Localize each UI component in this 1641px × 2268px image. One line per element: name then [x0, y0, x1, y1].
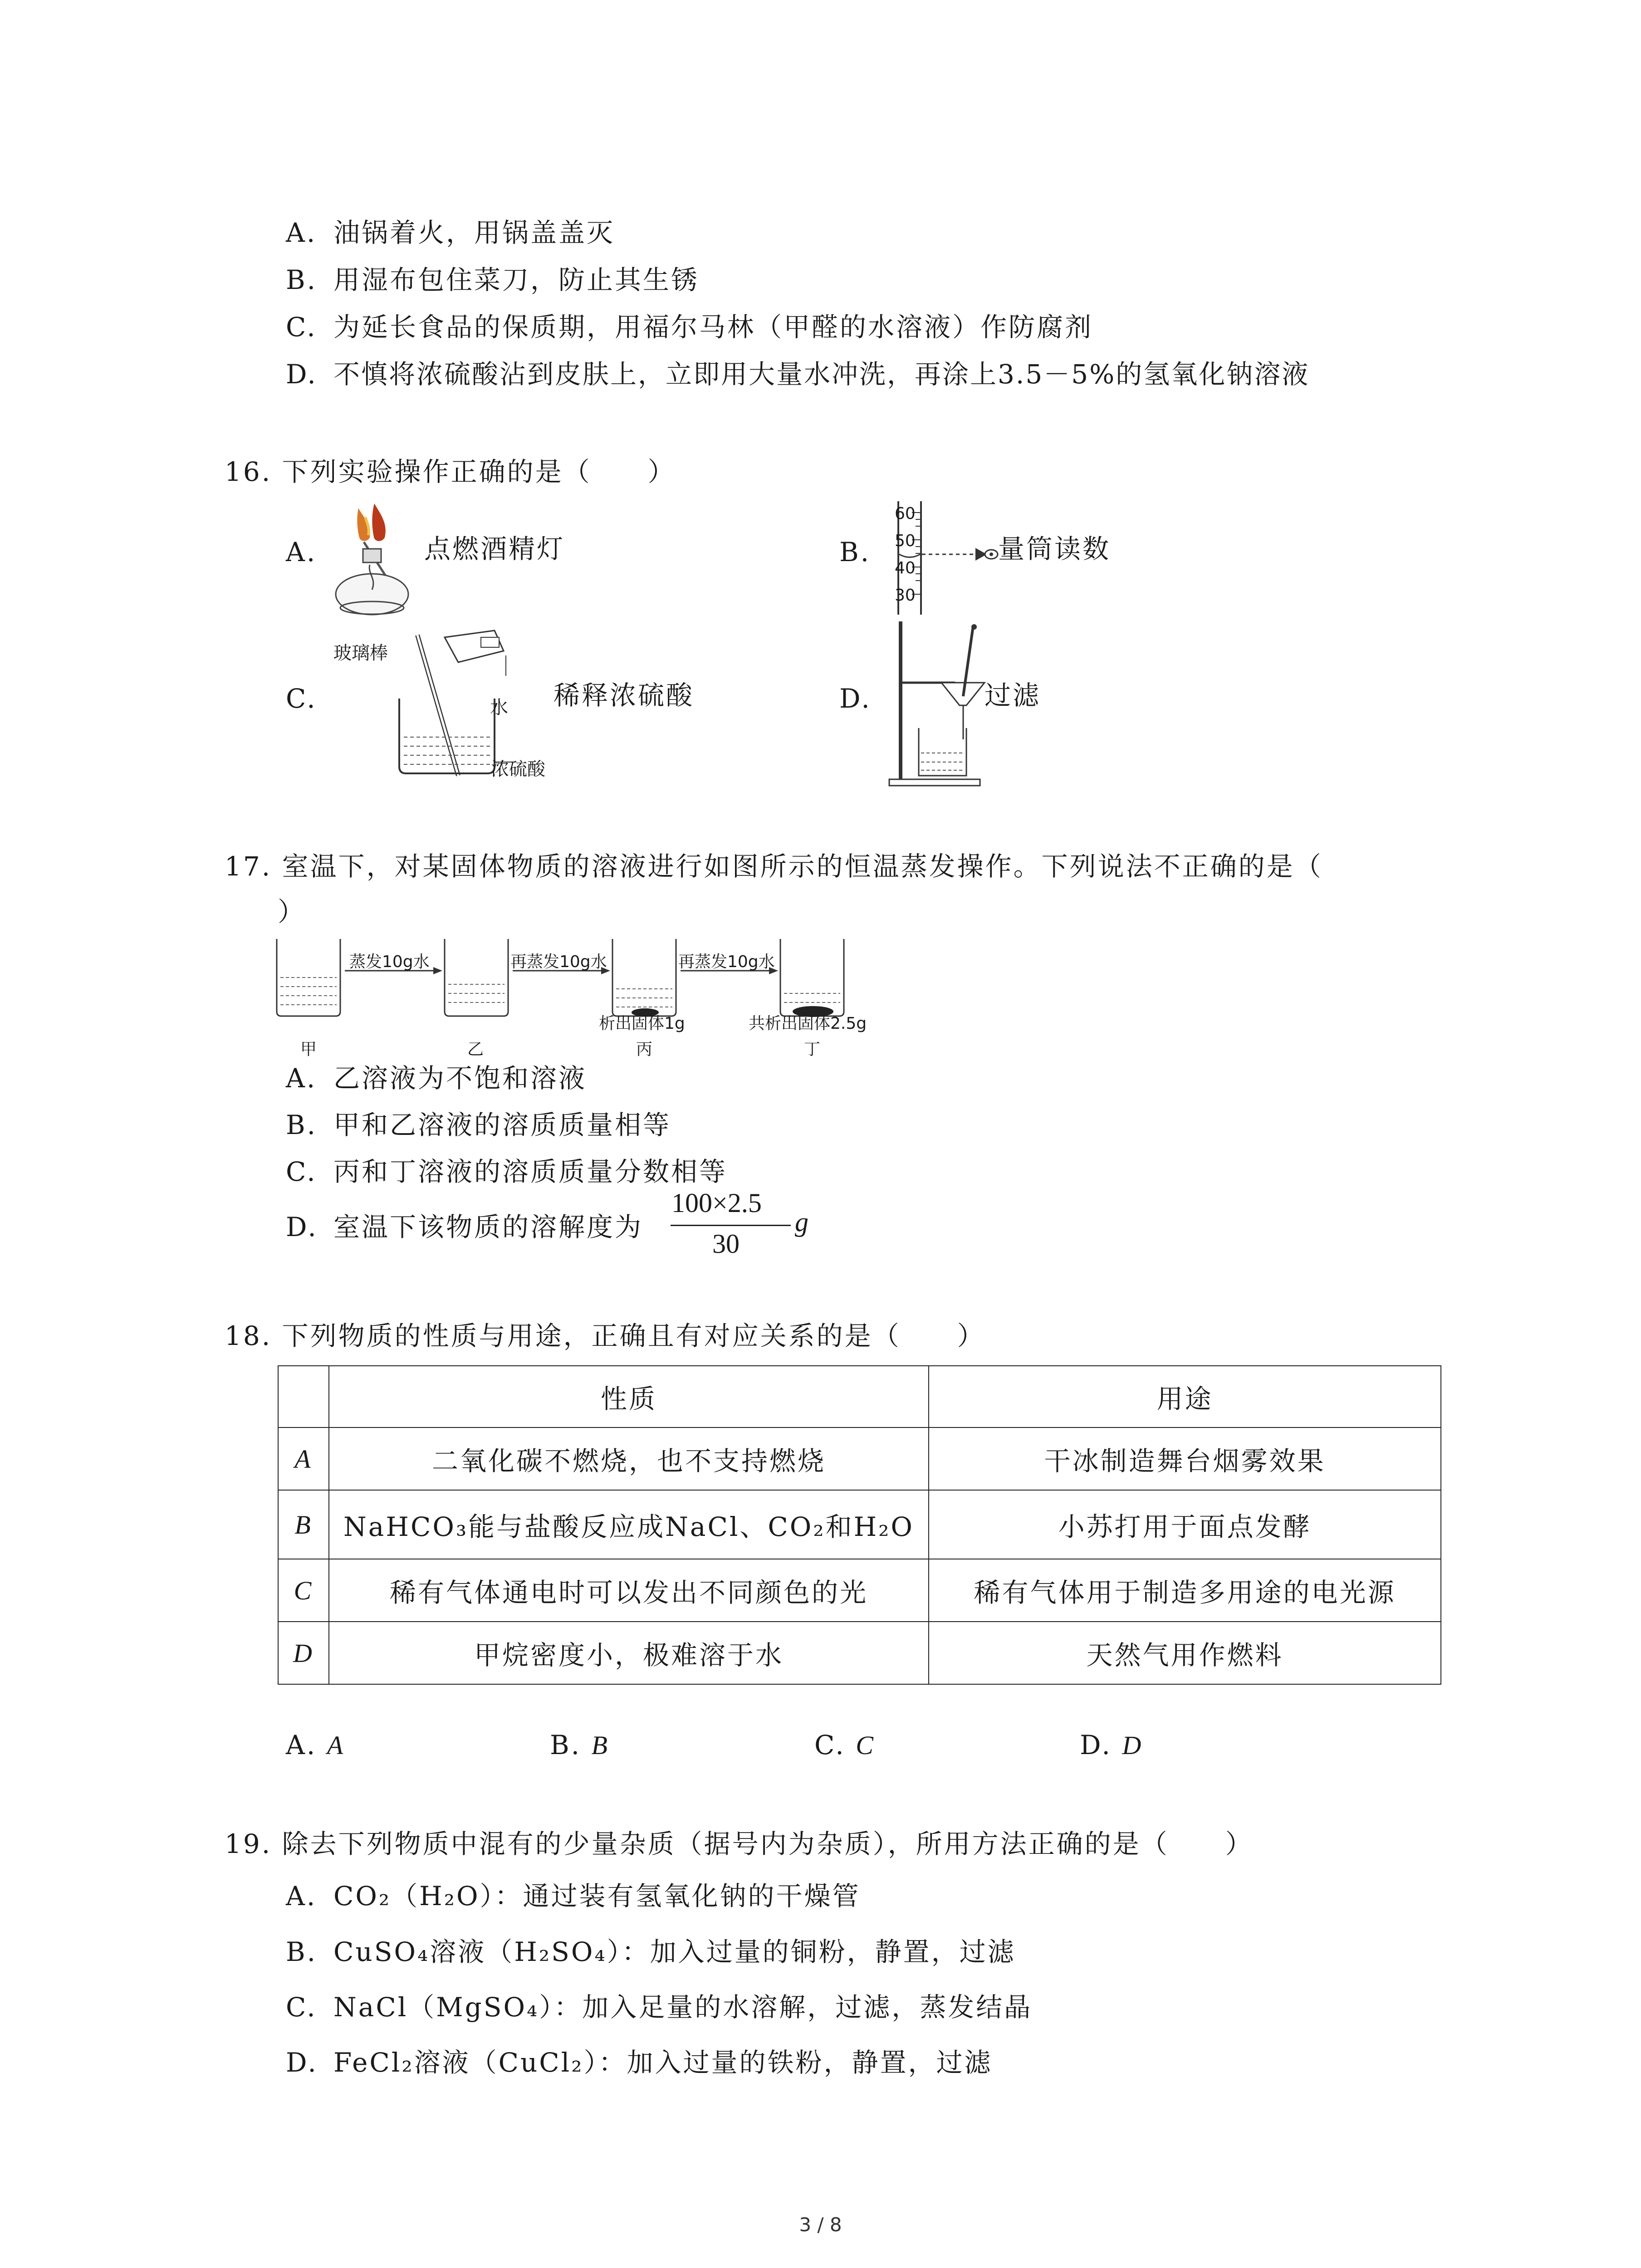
q15-option-b: B. 用湿布包住菜刀，防止其生锈: [286, 264, 700, 295]
q19-option-a: A. CO₂（H₂O）：通过装有氢氧化钠的干燥管: [286, 1881, 861, 1911]
beaker-bing: [612, 939, 676, 1016]
q16-stem: 16. 下列实验操作正确的是（ ）: [225, 456, 676, 487]
q19-option-b: B. CuSO₄溶液（H₂SO₄）：加入过量的铜粉，静置，过滤: [286, 1936, 1016, 1967]
page-number: 3 / 8: [799, 2214, 842, 2236]
q16-option-d-key: D.: [839, 683, 872, 714]
table-row: [278, 1427, 1441, 1490]
q19-option-d: D. FeCl₂溶液（CuCl₂）：加入过量的铁粉，静置，过滤: [286, 2047, 993, 2078]
beaker-ding: [780, 939, 844, 1016]
q17-option-a: A. 乙溶液为不饱和溶液: [286, 1063, 587, 1094]
q17-option-c: C. 丙和丁溶液的溶质质量分数相等: [286, 1156, 728, 1187]
precip-label-bing: 析出固体1g: [599, 1014, 685, 1033]
arrow-label-2: 再蒸发10g水: [510, 953, 607, 971]
row-key: B: [278, 1490, 329, 1559]
label-water: 水: [490, 697, 508, 718]
q18-stem: 18. 下列物质的性质与用途，正确且有对应关系的是（ ）: [225, 1320, 985, 1351]
q17-d-denominator: 30: [712, 1229, 740, 1259]
beaker-yi: [445, 939, 508, 1016]
cylinder-tick-30: 30: [895, 586, 916, 605]
q15-option-a: A. 油锅着火，用锅盖盖灭: [286, 217, 615, 248]
beaker-label-bing: 丙: [636, 1040, 653, 1059]
q18-answer-d: D. D: [1080, 1730, 1142, 1760]
q18-answer-b: B. B: [550, 1730, 608, 1760]
cylinder-tick-40: 40: [895, 559, 916, 577]
q16-option-b-key: B.: [839, 537, 871, 567]
table-row: [278, 1622, 1441, 1684]
q17-stem-line2: ）: [278, 896, 306, 927]
arrow-label-3: 再蒸发10g水: [678, 953, 775, 971]
q16-option-c-label: 稀释浓硫酸: [554, 680, 695, 711]
q18-answer-a: A. A: [286, 1730, 344, 1760]
q18-answer-c: C. C: [814, 1730, 874, 1760]
label-glass-rod: 玻璃棒: [333, 643, 388, 664]
cylinder-tick-50: 50: [895, 532, 916, 550]
q17-d-numerator: 100×2.5: [671, 1188, 762, 1218]
alcohol-lamp-lighting-icon: [331, 499, 431, 621]
q16-option-b-label: 量筒读数: [998, 533, 1111, 564]
row-key: A: [278, 1427, 329, 1490]
row-use: 小苏打用于面点发酵: [929, 1490, 1441, 1559]
filtration-apparatus-icon: [887, 617, 996, 789]
q17-option-b: B. 甲和乙溶液的溶质质量相等: [286, 1110, 671, 1140]
beaker-label-yi: 乙: [467, 1040, 484, 1059]
q16-option-c-key: C.: [286, 683, 317, 714]
row-use: 稀有气体用于制造多用途的电光源: [929, 1559, 1441, 1622]
q15-option-c: C. 为延长食品的保质期，用福尔马林（甲醛的水溶液）作防腐剂: [286, 312, 1093, 342]
table-row: [278, 1490, 1441, 1559]
q17-option-d: D. 室温下该物质的溶解度为: [286, 1212, 643, 1242]
q19-stem: 19. 除去下列物质中混有的少量杂质（据号内为杂质），所用方法正确的是（ ）: [225, 1828, 1254, 1859]
q17-d-unit: g: [795, 1207, 809, 1237]
cylinder-tick-60: 60: [895, 504, 916, 523]
arrow-label-1: 蒸发10g水: [349, 953, 430, 971]
q17-stem-line1: 17. 室温下，对某固体物质的溶液进行如图所示的恒温蒸发操作。下列说法不正确的是（: [225, 851, 1323, 882]
table-row: [278, 1559, 1441, 1622]
q16-option-a-label: 点燃酒精灯: [424, 533, 565, 564]
row-key: D: [278, 1622, 329, 1684]
label-conc-acid: 浓硫酸: [491, 759, 545, 780]
q17-d-fraction-bar: [671, 1225, 791, 1226]
q16-option-a-key: A.: [286, 537, 317, 567]
header-key: [278, 1366, 329, 1427]
row-property: NaHCO₃能与盐酸反应成NaCl、CO₂和H₂O: [329, 1490, 929, 1559]
header-use: 用途: [929, 1366, 1441, 1427]
precip-label-ding: 共析出固体2.5g: [749, 1014, 867, 1033]
q15-option-d: D. 不慎将浓硫酸沾到皮肤上，立即用大量水冲洗，再涂上3.5－5%的氢氧化钠溶液: [286, 359, 1310, 390]
row-use: 干冰制造舞台烟雾效果: [929, 1427, 1441, 1490]
beaker-label-jia: 甲: [300, 1040, 317, 1059]
row-property: 甲烷密度小，极难溶于水: [329, 1622, 929, 1684]
row-property: 二氧化碳不燃烧，也不支持燃烧: [329, 1427, 929, 1490]
row-use: 天然气用作燃料: [929, 1622, 1441, 1684]
row-key: C: [278, 1559, 329, 1622]
header-property: 性质: [329, 1366, 929, 1427]
row-property: 稀有气体通电时可以发出不同颜色的光: [329, 1559, 929, 1622]
q16-option-d-label: 过滤: [985, 680, 1041, 711]
q19-option-c: C. NaCl（MgSO₄）：加入足量的水溶解，过滤，蒸发结晶: [286, 1992, 1033, 2023]
table-header-row: [278, 1366, 1441, 1427]
q18-table: [278, 1365, 1441, 1685]
beaker-label-ding: 丁: [804, 1040, 821, 1059]
